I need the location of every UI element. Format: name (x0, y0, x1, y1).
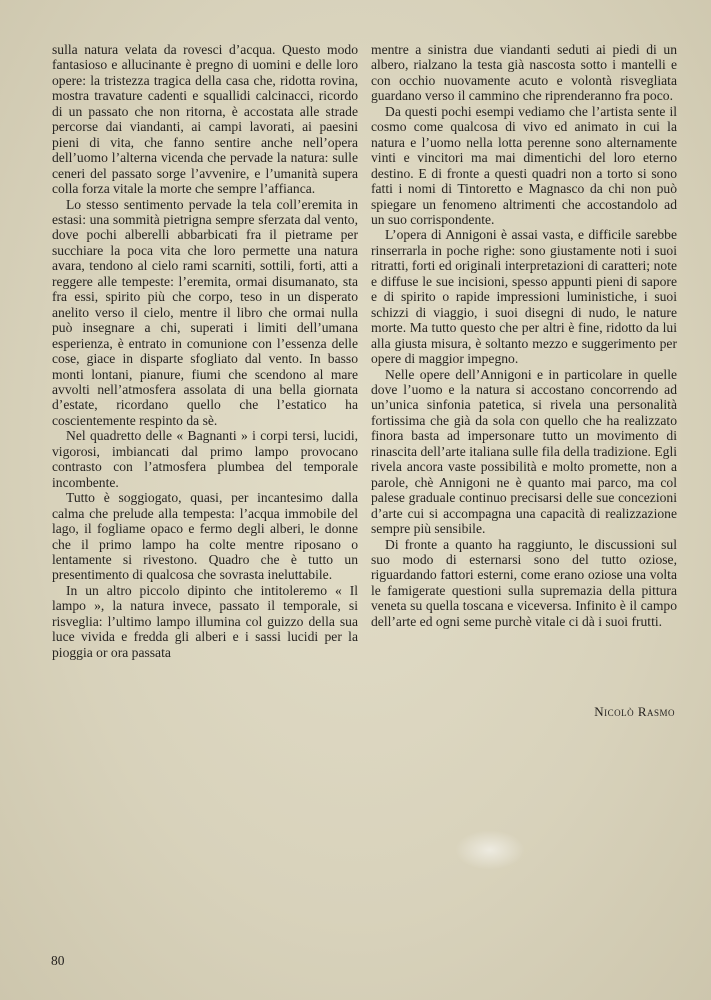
paragraph: sulla natura velata da rovesci d’acqua. Questo modo fantasioso e allucinante è pregno di uomini e delle loro opere: la tristezza tragica della casa che, ridotta rovina, mostra travature cadenti e squallidi calcinacci, ricordo di un passato che non ritorna, è accostata alle strade percorse dai viandanti, ai campi lavorati, ai paesini pieni di vita, che fanno sentire anche nell’opera dell’uomo l’alterna vicenda che pervade la natura: sulle ceneri del passato sorge l’avvenire, e l’umanità supera colla forza vitale la morte che sempre l’affianca. (52, 42, 358, 197)
paragraph: mentre a sinistra due viandanti seduti ai piedi di un albero, rialzano la testa già nascosta sotto i mantelli e con occhio nuovamente acuto e volontà risvegliata guardano verso il cammino che riprenderanno fra poco. (371, 42, 677, 104)
left-text-column (52, 42, 358, 660)
paragraph: Di fronte a quanto ha raggiunto, le discussioni sul suo modo di esternarsi sono del tutto oziose, riguardando fattori esterni, come erano oziose una volta le famigerate questioni sulla supremazia della pittura veneta su quella toscana e viceversa. Infinito è il campo dell’arte ed ogni seme purchè vitale ci dà i suoi frutti. (371, 536, 677, 629)
paper-smudge (455, 830, 525, 870)
paragraph: Tutto è soggiogato, quasi, per incantesimo dalla calma che prelude alla tempesta: l’acqua immobile del lago, il fogliame opaco e fermo degli alberi, le donne che il primo lampo ha colte mentre riposano o lentamente si rivestono. Quadro che è tutto un presentimento di qualcosa che sovrasta ineluttabile. (52, 490, 358, 583)
page-number: 80 (51, 953, 65, 968)
paragraph: Nelle opere dell’Annigoni e in particolare in quelle dove l’uomo e la natura si accostano concorrendo ad un’unica sinfonia patetica, si rivela una personalità fortissima che già da sola con quello che ha realizzato finora basta ad impersonare tutto un movimento di rinascita dell’arte italiana sulle fila della tradizione. Egli rivela ancora vaste possibilità e molto promette, non a parole, chè Annigoni ne è quanto mai parco, ma col palese graduale continuo precisarsi delle sue concezioni d’arte cui si accompagna una capacità di realizzazione sempre più sensibile. (371, 366, 677, 537)
paragraph: In un altro piccolo dipinto che intitoleremo « Il lampo », la natura invece, passato il temporale, si risveglia: l’ultimo lampo illumina col guizzo della sua luce vivida e fredda gli alberi e i sassi lucidi per la pioggia or ora passata (52, 582, 358, 660)
paragraph: L’opera di Annigoni è assai vasta, e difficile sarebbe rinserrarla in poche righe: sono giustamente noti i suoi ritratti, forti ed originali interpretazioni di caratteri; note e diffuse le sue incisioni, spesso appunti pieni di sapore e di spirito o rapide impressioni luministiche, i suoi schizzi di viaggio, i suoi disegni di nudo, le nature morte. Ma tutto questo che per altri è fine, ridotto da lui alla giusta misura, è soltanto mezzo e suggerimento per opere di maggior impegno. (371, 227, 677, 367)
right-text-column (371, 42, 677, 629)
paragraph: Lo stesso sentimento pervade la tela coll’eremita in estasi: una sommità pietrigna sempre sferzata dal vento, dove pochi alberelli abbarbicati fra il pietrame per succhiare la poca vita che loro permette una natura avara, tendono al cielo rami scarniti, sottili, forti, atti a reggere alle tempeste: l’eremita, ormai disumanato, sta fra essi, spirito più che corpo, teso in un disperato anelito verso il cielo, mentre il libro che ormai nulla può insegnare a chi, superati i limiti dell’umana esperienza, è entrato in comunione con l’essenza delle cose, giace in disparte sfogliato dal vento. In basso monti lontani, pianure, fiumi che scendono al mare avvolti nell’atmosfera assolata di una bella giornata d’estate, ricordano quello che l’estatico ha coscientemente respinto da sè. (52, 196, 358, 428)
paragraph: Da questi pochi esempi vediamo che l’artista sente il cosmo come qualcosa di vivo ed animato in cui la natura e l’uomo nella lotta perenne sono alternamente vinti e vincitori ma mai dimentichi del loro eterno destino. E di fronte a questi quadri non a torto si sono fatti i nomi di Tintoretto e Magnasco da chi non può spiegare un fenomeno altrimenti che accostandolo ad un suo corrispondente. (371, 103, 677, 227)
paragraph: Nel quadretto delle « Bagnanti » i corpi tersi, lucidi, vigorosi, imbiancati dal primo lampo provocano contrasto con l’atmosfera plumbea del temporale incombente. (52, 428, 358, 490)
author-signature: Nicolò Rasmo (594, 704, 675, 719)
